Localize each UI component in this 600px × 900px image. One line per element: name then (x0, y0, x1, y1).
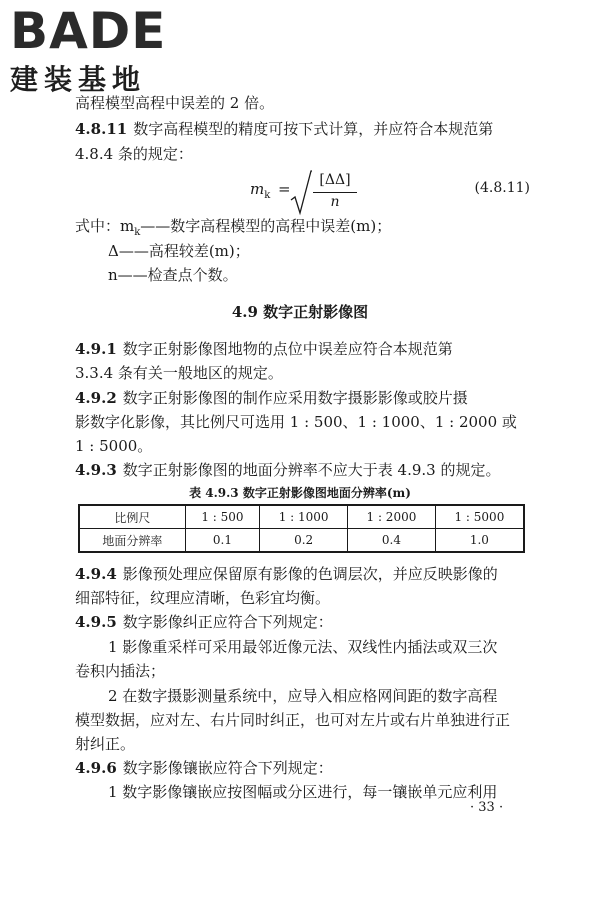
clause-number: 4.9.5 (75, 613, 117, 631)
text-line: 射纠正。 (75, 735, 136, 753)
formula-equals: = (278, 180, 291, 198)
clause-number: 4.9.1 (75, 340, 117, 358)
formula-numerator: [ΔΔ] (319, 172, 351, 188)
logo-subtitle: 建装基地 (10, 63, 147, 96)
text-line: 卷积内插法； (75, 662, 166, 680)
clause-4-9-6 (75, 757, 530, 779)
clause-4-9-4 (75, 563, 530, 585)
clause-text: 数字影像纠正应符合下列规定： (122, 613, 333, 631)
fraction-bar (313, 192, 357, 193)
table-header-cell: 比例尺 (79, 505, 185, 529)
text-line: 4.8.4 条的规定： (75, 145, 193, 163)
clause-text: 数字正射影像图地物的点位中误差应符合本规范第 (122, 340, 453, 358)
formula-denominator: n (330, 194, 340, 210)
clause-number: 4.9.6 (75, 759, 117, 777)
where-text: ——数字高程模型的高程中误差(m)； (140, 217, 392, 235)
table-row (79, 529, 524, 553)
table-cell: 1.0 (435, 529, 524, 553)
formula-number: (4.8.11) (474, 180, 530, 196)
section-heading: 4.9 数字正射影像图 (231, 303, 369, 321)
clause-number: 4.9.4 (75, 565, 117, 583)
clause-text: 数字正射影像图的地面分辨率不应大于表 4.9.3 的规定。 (122, 461, 501, 479)
text-line: 高程模型高程中误差的 2 倍。 (75, 94, 275, 112)
logo-brand: BADE (10, 2, 167, 60)
clause-4-9-1 (75, 338, 530, 360)
text-line: 1 : 5000。 (75, 437, 153, 455)
clause-text: 数字高程模型的精度可按下式计算，并应符合本规范第 (133, 120, 494, 138)
text-line: 2 在数字摄影测量系统中，应导入相应格网间距的数字高程 (108, 687, 498, 705)
table-cell: 0.4 (348, 529, 436, 553)
clause-text: 影像预处理应保留原有影像的色调层次，并应反映影像的 (122, 565, 498, 583)
table-cell: 0.2 (260, 529, 348, 553)
formula-lhs-sub: k (264, 190, 271, 201)
resolution-table (78, 504, 525, 553)
where-line: Δ——高程较差(m)； (108, 242, 250, 260)
table-caption: 表 4.9.3 数字正射影像图地面分辨率(m) (189, 486, 411, 500)
table-header-cell: 1 : 1000 (260, 505, 348, 529)
clause-4-9-2 (75, 387, 530, 409)
clause-number: 4.8.11 (75, 120, 128, 138)
clause-number: 4.9.2 (75, 389, 117, 407)
table-header-cell: 1 : 2000 (348, 505, 436, 529)
where-sub: k (134, 227, 141, 238)
text-line: 模型数据，应对左、右片同时纠正，也可对左片或右片单独进行正 (75, 711, 511, 729)
page-number: · 33 · (470, 800, 504, 815)
where-line: n——检查点个数。 (108, 266, 238, 284)
clause-text: 数字正射影像图的制作应采用数字摄影影像或胶片摄 (122, 389, 468, 407)
clause-4-9-5 (75, 611, 530, 633)
formula-lhs (250, 180, 270, 201)
square-root-icon (290, 170, 312, 216)
table-header-cell: 1 : 500 (185, 505, 260, 529)
clause-number: 4.9.3 (75, 461, 117, 479)
text-line: 1 数字影像镶嵌应按图幅或分区进行，每一镶嵌单元应利用 (108, 783, 498, 801)
table-cell: 0.1 (185, 529, 260, 553)
text-line: 影数字化影像，其比例尺可选用 1 : 500、1 : 1000、1 : 2000 或 (75, 413, 517, 431)
where-label: 式中：m (75, 217, 135, 235)
formula-4-8-11 (75, 170, 530, 216)
text-line: 1 影像重采样可采用最邻近像元法、双线性内插法或双三次 (108, 638, 498, 656)
clause-4-9-3 (75, 459, 530, 481)
formula-lhs-var: m (250, 180, 265, 198)
table-cell: 地面分辨率 (79, 529, 185, 553)
clause-4-8-11 (75, 118, 530, 140)
table-header-cell: 1 : 5000 (435, 505, 524, 529)
text-line: 细部特征，纹理应清晰，色彩宜均衡。 (75, 589, 331, 607)
clause-text: 数字影像镶嵌应符合下列规定： (122, 759, 333, 777)
table-row (79, 505, 524, 529)
text-line: 3.3.4 条有关一般地区的规定。 (75, 364, 283, 382)
